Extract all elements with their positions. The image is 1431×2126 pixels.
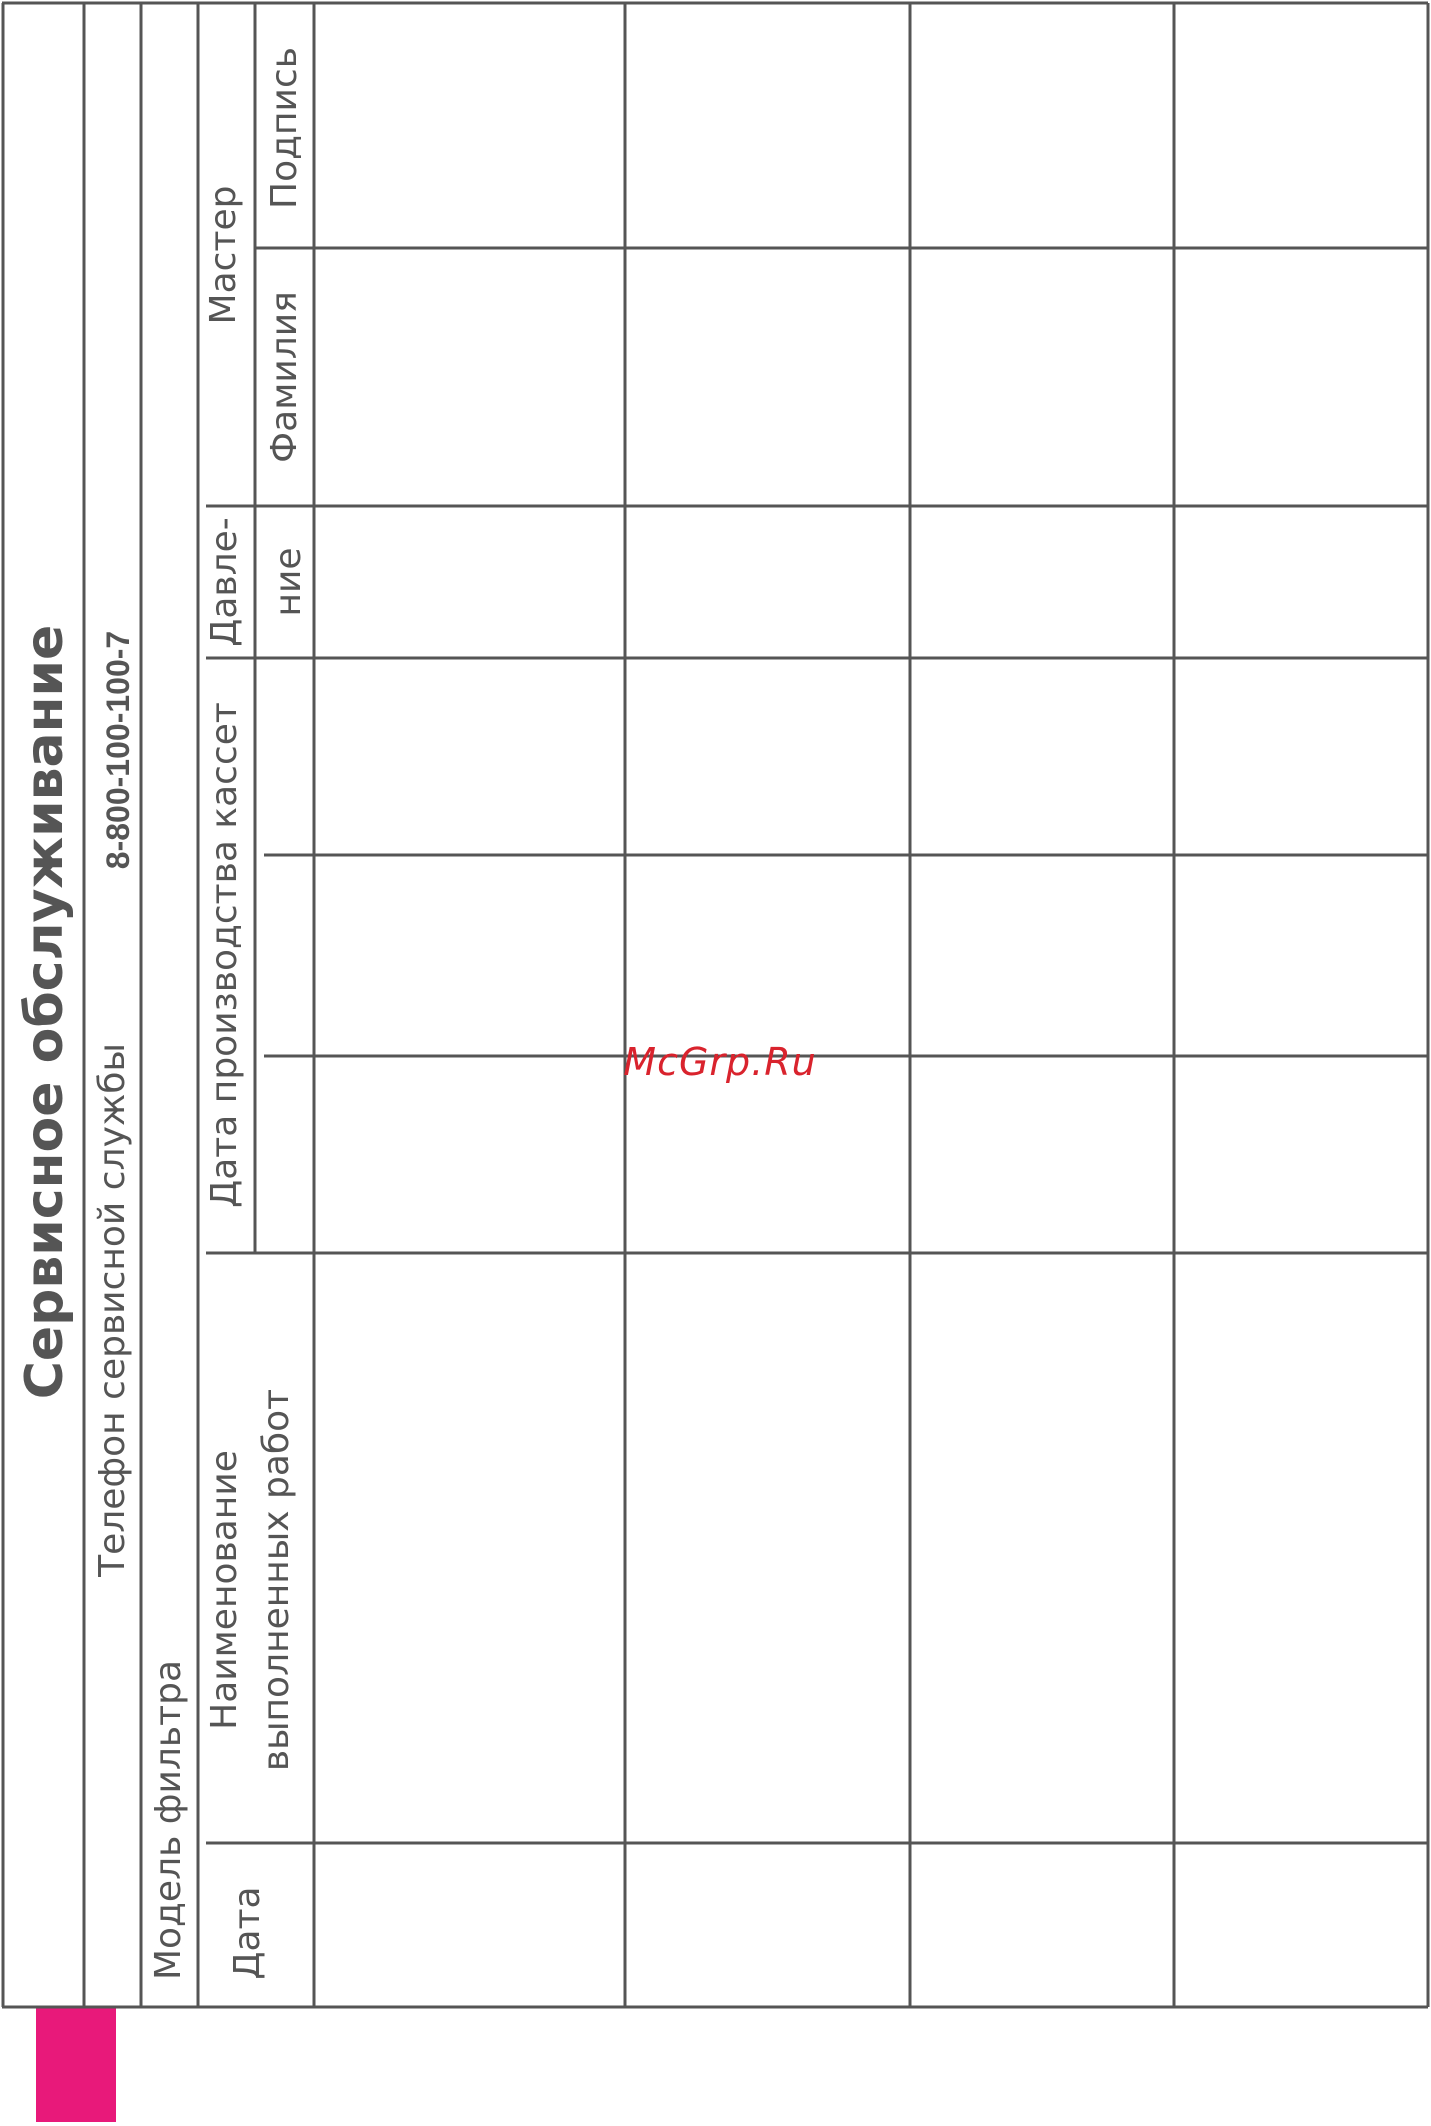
phone-number: 8-800-100-100-7 xyxy=(100,630,136,870)
column-cassette-date-header: Дата производства кассет xyxy=(204,702,245,1208)
accent-tab xyxy=(36,2008,116,2122)
column-pressure-header-line2: ние xyxy=(268,547,309,617)
column-works-header-line1: Наименование xyxy=(204,1450,245,1730)
phone-label: Телефон сервисной службы xyxy=(92,1043,133,1577)
column-pressure-header-line1: Давле- xyxy=(204,517,245,647)
column-master-header: Мастер xyxy=(203,185,244,325)
form-title: Сервисное обслуживание xyxy=(15,624,75,1400)
column-works-header-line2: выполненных работ xyxy=(256,1388,297,1772)
watermark: McGrp.Ru xyxy=(623,1040,817,1084)
column-master-surname-header: Фамилия xyxy=(264,291,305,463)
column-master-signature-header: Подпись xyxy=(264,47,305,209)
model-label: Модель фильтра xyxy=(148,1659,189,1981)
column-date-header: Дата xyxy=(227,1886,268,1980)
